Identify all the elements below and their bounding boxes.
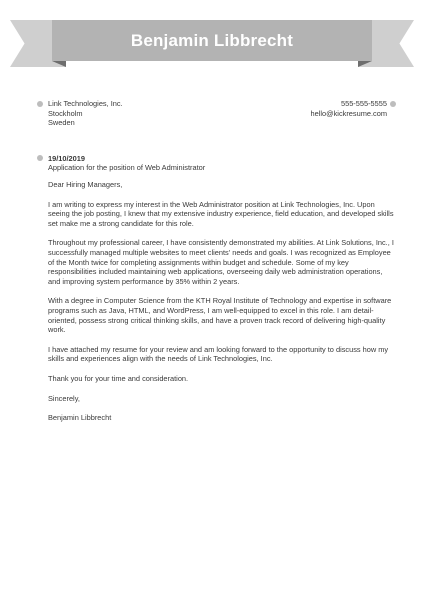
recipient-bullet-icon bbox=[37, 101, 43, 107]
sender-email[interactable]: hello@kickresume.com bbox=[310, 108, 387, 118]
recipient-city: Stockholm bbox=[48, 108, 83, 118]
letter-signature: Benjamin Libbrecht bbox=[48, 413, 112, 423]
letter-paragraph: I am writing to express my interest in the Web Administrator position at Link Technologies, Inc. Upon seeing the job posting, I knew that my extensive industry experience, field education, and developed skills set make me a strong candidate for this role. bbox=[48, 199, 394, 228]
sender-bullet-icon bbox=[390, 101, 396, 107]
header-ribbon bbox=[52, 20, 372, 61]
letter-subject: Application for the position of Web Administrator bbox=[48, 163, 206, 172]
letter-greeting: Dear Hiring Managers, bbox=[48, 180, 123, 189]
applicant-name: Benjamin Libbrecht bbox=[130, 30, 294, 50]
recipient-company: Link Technologies, Inc. bbox=[48, 99, 123, 108]
letter-closing: Sincerely, bbox=[48, 393, 80, 403]
letter-paragraph: I have attached my resume for your review and am looking forward to the opportunity to discuss how my skills and experiences align with the needs of Link Technologies, Inc. bbox=[48, 344, 389, 364]
letter-paragraph: Thank you for your time and consideration. bbox=[48, 373, 189, 383]
sender-phone: 555-555-5555 bbox=[340, 99, 387, 108]
recipient-country: Sweden bbox=[48, 118, 75, 128]
recipient-address bbox=[48, 99, 123, 128]
date-bullet-icon bbox=[37, 155, 43, 161]
letter-paragraph: Throughout my professional career, I have consistently demonstrated my abilities. At Link Solutions, Inc., I successfully managed multiple websites to meet clients' needs and goals. I was recognized as Employee of the Month twice for completing assignments within budget and schedule. Some of my key responsibilities included maintaining web applications, overseeing daily web administration operations, and improving system performance by 35% within 2 years. bbox=[48, 238, 394, 286]
letter-paragraph: With a degree in Computer Science from the KTH Royal Institute of Technology and expertise in software programs such as Java, HTML, and WordPress, I am well-equipped to excel in this role. I am detail-oriented, possess strong critical thinking skills, and have a proven track record of delivering high-quality work. bbox=[48, 296, 392, 335]
sender-contact bbox=[310, 99, 387, 118]
letter-body bbox=[48, 180, 396, 433]
letter-date: 19/10/2019 bbox=[48, 154, 85, 163]
